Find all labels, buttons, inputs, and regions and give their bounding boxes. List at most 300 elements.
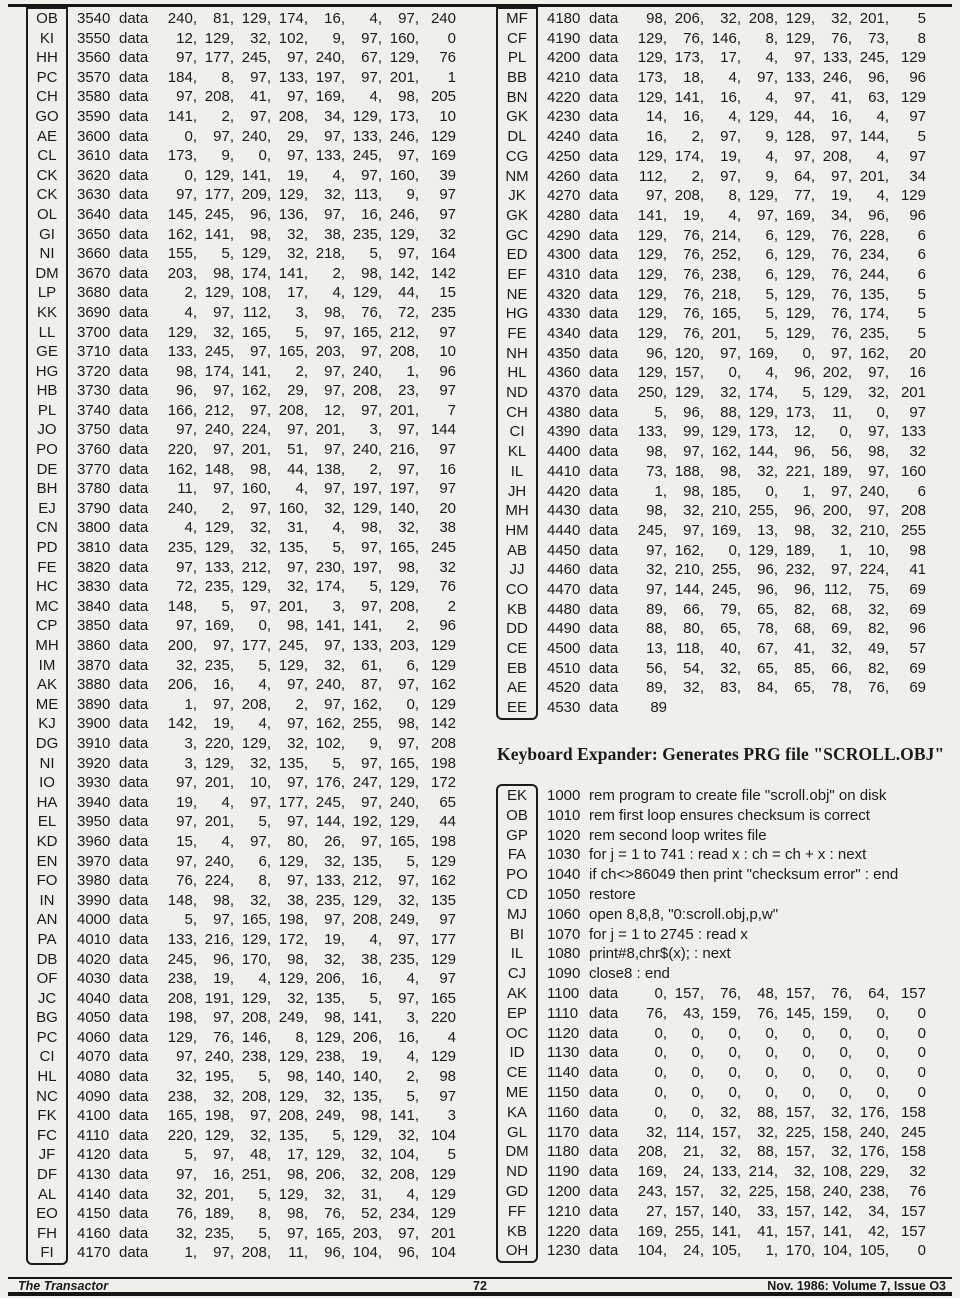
checksum-code: GK bbox=[506, 108, 528, 126]
data-value: 32, bbox=[720, 384, 741, 402]
checksum-code: EN bbox=[36, 852, 58, 870]
data-value: 98, bbox=[646, 10, 667, 27]
data-value: 97, bbox=[794, 147, 815, 165]
data-value: 75, bbox=[868, 580, 889, 598]
listing-line bbox=[77, 1087, 456, 1107]
data-value: 157, bbox=[785, 1202, 815, 1220]
data-value: 5, bbox=[406, 852, 419, 870]
checksum-code: NI bbox=[39, 245, 55, 263]
checksum-code: CE bbox=[506, 640, 528, 657]
data-keyword: data bbox=[589, 1024, 619, 1042]
data-value: 4, bbox=[876, 147, 889, 165]
data-value: 97, bbox=[250, 1107, 271, 1125]
data-value: 245, bbox=[711, 580, 741, 598]
data-value: 57 bbox=[909, 640, 926, 657]
data-value: 129, bbox=[241, 10, 271, 27]
data-value: 185, bbox=[711, 482, 741, 500]
line-number: 3720 bbox=[77, 362, 111, 380]
data-value: 201, bbox=[315, 421, 345, 439]
data-value: 97, bbox=[794, 49, 815, 67]
data-value: 141, bbox=[278, 264, 308, 282]
data-value: 206, bbox=[315, 970, 345, 988]
data-value: 0, bbox=[839, 423, 852, 441]
data-keyword: data bbox=[119, 852, 149, 870]
listing-line bbox=[547, 147, 926, 167]
data-value: 146, bbox=[241, 1028, 271, 1046]
line-number: 3950 bbox=[77, 813, 111, 831]
data-value: 19, bbox=[720, 147, 741, 165]
line-number: 4410 bbox=[547, 462, 581, 480]
data-value: 140, bbox=[711, 1202, 741, 1220]
data-value: 0, bbox=[728, 1044, 741, 1062]
data-value: 97, bbox=[361, 754, 382, 772]
data-value: 4, bbox=[406, 1185, 419, 1203]
data-value: 240, bbox=[167, 499, 197, 517]
data-value: 76, bbox=[831, 29, 852, 47]
line-number: 1060 bbox=[547, 905, 581, 923]
data-value: 2, bbox=[691, 128, 704, 146]
line-number: 4380 bbox=[547, 403, 581, 421]
data-value: 76, bbox=[831, 226, 852, 244]
line-number: 3810 bbox=[77, 539, 111, 557]
data-value: 0, bbox=[839, 1044, 852, 1062]
data-value: 198, bbox=[167, 1009, 197, 1027]
checksum-code: JC bbox=[37, 989, 57, 1007]
data-value: 97, bbox=[683, 521, 704, 539]
data-value: 240, bbox=[315, 676, 345, 694]
data-value: 129, bbox=[278, 1185, 308, 1203]
data-value: 245, bbox=[859, 49, 889, 67]
data-value: 142, bbox=[167, 715, 197, 733]
data-value: 29, bbox=[287, 382, 308, 400]
data-value: 197, bbox=[352, 480, 382, 498]
data-keyword: data bbox=[119, 1087, 149, 1105]
listing-line bbox=[547, 186, 926, 206]
data-value: 17, bbox=[287, 284, 308, 302]
data-value: 5, bbox=[369, 578, 382, 596]
data-value: 65, bbox=[757, 600, 778, 618]
data-value: 201, bbox=[859, 167, 889, 185]
listing-line bbox=[77, 636, 456, 656]
data-value: 81, bbox=[213, 10, 234, 27]
checksum-code: CI bbox=[509, 423, 525, 441]
data-value: 98, bbox=[361, 1107, 382, 1125]
data-value: 98, bbox=[287, 1205, 308, 1223]
data-value: 129, bbox=[204, 539, 234, 557]
data-value: 189, bbox=[822, 462, 852, 480]
data-value: 96 bbox=[909, 620, 926, 638]
data-value: 240, bbox=[241, 127, 271, 145]
data-value: 0, bbox=[765, 1044, 778, 1062]
data-keyword: data bbox=[589, 69, 619, 87]
line-number: 1040 bbox=[547, 866, 581, 884]
data-value: 4, bbox=[258, 715, 271, 733]
data-value: 170, bbox=[785, 1242, 815, 1260]
data-value: 76, bbox=[831, 285, 852, 303]
listing-line bbox=[547, 1103, 926, 1123]
line-number: 4040 bbox=[77, 989, 111, 1007]
checksum-code: EP bbox=[506, 1004, 527, 1022]
data-value: 20 bbox=[439, 499, 456, 517]
data-value: 97, bbox=[176, 852, 197, 870]
checksum-code: AK bbox=[506, 984, 527, 1002]
data-value: 129 bbox=[900, 49, 926, 67]
listing-line bbox=[547, 1142, 926, 1162]
data-value: 32, bbox=[868, 600, 889, 618]
checksum-code: CK bbox=[36, 166, 58, 184]
data-value: 140, bbox=[389, 499, 419, 517]
data-value: 112, bbox=[242, 303, 271, 321]
data-value: 97, bbox=[324, 637, 345, 654]
data-value: 229, bbox=[859, 1163, 889, 1181]
data-value: 97, bbox=[361, 832, 382, 850]
checksum-code: JJ bbox=[509, 561, 525, 579]
data-value: 129, bbox=[785, 265, 815, 283]
data-value: 24, bbox=[683, 1163, 704, 1181]
data-value: 189, bbox=[785, 541, 815, 559]
data-value: 32, bbox=[250, 519, 271, 537]
line-number: 3760 bbox=[77, 441, 111, 459]
checksum-code: FE bbox=[507, 325, 527, 342]
data-keyword: data bbox=[119, 1224, 149, 1242]
data-value: 144, bbox=[859, 128, 889, 146]
line-number: 3970 bbox=[77, 852, 111, 870]
data-value: 1, bbox=[184, 695, 197, 713]
data-value: 97, bbox=[213, 441, 234, 459]
listing-line bbox=[77, 440, 456, 460]
data-value: 76, bbox=[868, 679, 889, 697]
data-value: 8, bbox=[728, 187, 741, 205]
data-value: 5 bbox=[917, 305, 926, 323]
data-value: 133, bbox=[352, 127, 382, 145]
data-keyword: data bbox=[589, 659, 619, 677]
data-value: 162 bbox=[430, 872, 456, 890]
data-value: 133, bbox=[711, 1163, 741, 1181]
data-value: 141, bbox=[389, 1107, 419, 1125]
data-value: 142 bbox=[430, 264, 456, 282]
line-number: 4260 bbox=[547, 167, 581, 185]
data-value: 129, bbox=[748, 403, 778, 421]
data-value: 206, bbox=[167, 676, 197, 694]
checksum-code: ND bbox=[506, 384, 528, 402]
data-value: 235, bbox=[167, 539, 197, 557]
listing-line bbox=[77, 244, 456, 264]
listing-line bbox=[77, 518, 456, 538]
checksum-code: AN bbox=[36, 911, 58, 929]
data-value: 69 bbox=[909, 580, 926, 598]
data-value: 98, bbox=[398, 558, 419, 576]
data-value: 97 bbox=[909, 108, 926, 126]
data-value: 97, bbox=[794, 88, 815, 106]
section-heading-keyboard-expander: Keyboard Expander: Generates PRG file "SCROLL.OBJ" bbox=[497, 744, 945, 764]
data-value: 76, bbox=[324, 1205, 345, 1223]
data-value: 206, bbox=[315, 1166, 345, 1184]
data-value: 250, bbox=[637, 384, 667, 402]
line-number: 4270 bbox=[547, 187, 581, 205]
data-value: 135, bbox=[278, 539, 308, 557]
data-value: 97, bbox=[324, 127, 345, 145]
data-value: 235, bbox=[204, 1224, 234, 1242]
data-value: 201, bbox=[711, 325, 741, 342]
data-value: 208, bbox=[278, 1107, 308, 1125]
data-value: 162, bbox=[167, 460, 197, 478]
data-value: 98, bbox=[361, 264, 382, 282]
data-value: 133, bbox=[315, 872, 345, 890]
listing-line bbox=[77, 773, 456, 793]
listing-line bbox=[77, 714, 456, 734]
data-value: 235 bbox=[430, 303, 456, 321]
data-value: 10 bbox=[439, 107, 456, 125]
data-keyword: data bbox=[589, 384, 619, 402]
data-value: 16, bbox=[398, 1028, 419, 1046]
data-value: 214, bbox=[711, 226, 741, 244]
line-number: 4190 bbox=[547, 29, 581, 47]
data-value: 212, bbox=[389, 323, 419, 341]
line-number: 3750 bbox=[77, 421, 111, 439]
data-value: 8, bbox=[765, 29, 778, 47]
line-number: 3830 bbox=[77, 578, 111, 596]
line-number: 3620 bbox=[77, 166, 111, 184]
data-value: 165, bbox=[389, 832, 419, 850]
data-value: 97, bbox=[176, 774, 197, 792]
data-value: 129, bbox=[389, 225, 419, 243]
data-value: 141, bbox=[352, 617, 382, 635]
checksum-code: AL bbox=[37, 1185, 57, 1203]
data-value: 165, bbox=[389, 754, 419, 772]
data-value: 129, bbox=[389, 813, 419, 831]
data-value: 32, bbox=[831, 521, 852, 539]
data-keyword: data bbox=[589, 226, 619, 244]
data-value: 133, bbox=[352, 637, 382, 654]
checksum-code: FH bbox=[37, 1224, 57, 1242]
checksum-code: DL bbox=[507, 128, 527, 146]
line-number: 3680 bbox=[77, 284, 111, 302]
data-value: 4, bbox=[332, 166, 345, 184]
data-value: 216, bbox=[204, 930, 234, 948]
data-value: 141, bbox=[822, 1222, 852, 1240]
data-value: 67, bbox=[361, 49, 382, 67]
data-value: 0, bbox=[765, 482, 778, 500]
data-value: 0, bbox=[876, 1044, 889, 1062]
checksum-code: GC bbox=[505, 226, 529, 244]
data-value: 138, bbox=[315, 460, 345, 478]
data-value: 141, bbox=[711, 1222, 741, 1240]
listing-line bbox=[547, 678, 926, 698]
data-value: 5 bbox=[917, 128, 926, 146]
statement-text: for j = 1 to 2745 : read x bbox=[589, 925, 748, 943]
data-value: 32, bbox=[757, 1123, 778, 1141]
data-keyword: data bbox=[119, 793, 149, 811]
data-keyword: data bbox=[589, 344, 619, 362]
data-value: 97, bbox=[213, 1146, 234, 1164]
data-value: 148, bbox=[167, 891, 197, 909]
checksum-code: GI bbox=[39, 225, 55, 243]
data-value: 26, bbox=[324, 832, 345, 850]
data-value: 82, bbox=[868, 659, 889, 677]
data-value: 16, bbox=[646, 128, 667, 146]
line-number: 3540 bbox=[77, 10, 111, 27]
data-keyword: data bbox=[589, 147, 619, 165]
data-value: 19, bbox=[213, 970, 234, 988]
data-value: 32, bbox=[720, 1182, 741, 1200]
data-value: 8, bbox=[295, 1028, 308, 1046]
checksum-code: BG bbox=[36, 1009, 58, 1027]
data-value: 228, bbox=[859, 226, 889, 244]
checksum-code: CK bbox=[36, 186, 58, 204]
data-value: 9, bbox=[765, 128, 778, 146]
checksum-code: GD bbox=[505, 1182, 529, 1200]
data-keyword: data bbox=[589, 1083, 619, 1101]
line-number: 4450 bbox=[547, 541, 581, 559]
data-value: 98, bbox=[398, 88, 419, 106]
data-value: 32, bbox=[683, 679, 704, 697]
data-value: 165, bbox=[711, 305, 741, 323]
data-value: 5, bbox=[258, 656, 271, 674]
listing-line bbox=[77, 48, 456, 68]
data-value: 97, bbox=[287, 715, 308, 733]
data-value: 16, bbox=[361, 970, 382, 988]
data-value: 98, bbox=[287, 950, 308, 968]
data-value: 129, bbox=[637, 29, 667, 47]
data-value: 82, bbox=[868, 620, 889, 638]
data-value: 97, bbox=[361, 793, 382, 811]
line-number: 4480 bbox=[547, 600, 581, 618]
data-value: 129, bbox=[352, 107, 382, 125]
data-value: 129, bbox=[389, 578, 419, 596]
data-keyword: data bbox=[589, 1222, 619, 1240]
data-keyword: data bbox=[119, 1244, 149, 1262]
data-value: 0, bbox=[654, 1024, 667, 1042]
data-value: 235, bbox=[204, 656, 234, 674]
data-value: 16, bbox=[683, 108, 704, 126]
data-value: 98, bbox=[287, 1068, 308, 1086]
data-value: 245, bbox=[167, 950, 197, 968]
data-value: 129, bbox=[748, 108, 778, 126]
data-value: 135, bbox=[859, 285, 889, 303]
data-value: 249, bbox=[278, 1009, 308, 1027]
line-number: 1070 bbox=[547, 925, 581, 943]
data-value: 129, bbox=[637, 147, 667, 165]
data-value: 158 bbox=[900, 1103, 926, 1121]
data-value: 142, bbox=[822, 1202, 852, 1220]
data-value: 4, bbox=[258, 676, 271, 694]
line-number: 4150 bbox=[77, 1205, 111, 1223]
data-value: 97 bbox=[439, 205, 456, 223]
checksum-code: NM bbox=[505, 167, 529, 185]
line-number: 4510 bbox=[547, 659, 581, 677]
listing-line bbox=[547, 363, 926, 383]
line-number: 4200 bbox=[547, 49, 581, 67]
data-value: 240, bbox=[315, 49, 345, 67]
line-number: 4390 bbox=[547, 423, 581, 441]
data-value: 76, bbox=[683, 226, 704, 244]
data-keyword: data bbox=[589, 187, 619, 205]
listing-line bbox=[77, 362, 456, 382]
data-value: 169, bbox=[637, 1222, 667, 1240]
data-value: 135, bbox=[315, 989, 345, 1007]
data-value: 8 bbox=[917, 29, 926, 47]
data-value: 165, bbox=[389, 539, 419, 557]
line-number: 1130 bbox=[547, 1044, 580, 1062]
data-value: 240, bbox=[204, 1048, 234, 1066]
data-value: 97, bbox=[213, 127, 234, 145]
data-value: 246, bbox=[389, 127, 419, 145]
data-value: 216, bbox=[389, 441, 419, 459]
listing-line bbox=[547, 9, 926, 29]
data-keyword: data bbox=[119, 29, 149, 47]
checksum-code: NE bbox=[506, 285, 528, 303]
data-value: 208, bbox=[278, 401, 308, 419]
data-value: 141, bbox=[637, 206, 667, 224]
data-value: 96, bbox=[794, 580, 815, 598]
data-value: 0, bbox=[876, 403, 889, 421]
data-value: 97 bbox=[439, 441, 456, 459]
basic-data-lines bbox=[547, 7, 926, 718]
listing-line bbox=[77, 401, 456, 421]
data-value: 208, bbox=[389, 597, 419, 615]
checksum-code: HG bbox=[35, 362, 59, 380]
listing-line bbox=[77, 891, 456, 911]
line-number: 4070 bbox=[77, 1048, 111, 1066]
data-keyword: data bbox=[119, 656, 149, 674]
checksum-code: ME bbox=[505, 1083, 529, 1101]
data-value: 7 bbox=[447, 401, 456, 419]
data-value: 255 bbox=[900, 521, 926, 539]
data-value: 129 bbox=[430, 1185, 456, 1203]
data-value: 129 bbox=[430, 1205, 456, 1223]
data-value: 97, bbox=[324, 205, 345, 223]
line-number: 3690 bbox=[77, 303, 111, 321]
data-value: 218, bbox=[315, 245, 345, 263]
line-number: 3910 bbox=[77, 734, 111, 752]
line-number: 1110 bbox=[547, 1004, 579, 1022]
data-value: 2, bbox=[369, 460, 382, 478]
data-value: 97, bbox=[324, 382, 345, 400]
data-value: 208, bbox=[748, 10, 778, 27]
listing-line bbox=[547, 68, 926, 88]
data-value: 235, bbox=[859, 325, 889, 342]
listing-line bbox=[547, 1202, 926, 1222]
data-value: 98, bbox=[720, 462, 741, 480]
data-keyword: data bbox=[589, 1064, 619, 1082]
line-number: 4120 bbox=[77, 1146, 111, 1164]
data-value: 129, bbox=[278, 656, 308, 674]
line-number: 4460 bbox=[547, 561, 581, 579]
line-number: 1200 bbox=[547, 1182, 581, 1200]
data-value: 224, bbox=[204, 872, 234, 890]
data-value: 63, bbox=[868, 88, 889, 106]
line-number: 1010 bbox=[547, 806, 581, 824]
data-value: 3 bbox=[447, 1107, 456, 1125]
data-keyword: data bbox=[119, 1068, 149, 1086]
data-value: 145, bbox=[167, 205, 197, 223]
data-value: 76, bbox=[176, 872, 197, 890]
data-value: 1, bbox=[765, 1242, 778, 1260]
checksum-code: FA bbox=[507, 846, 527, 864]
checksum-code-column bbox=[496, 784, 538, 1263]
listing-line bbox=[77, 127, 456, 147]
data-value: 255, bbox=[674, 1222, 704, 1240]
data-value: 9, bbox=[332, 29, 345, 47]
data-keyword: data bbox=[119, 460, 149, 478]
data-value: 133, bbox=[315, 147, 345, 165]
data-value: 4, bbox=[369, 930, 382, 948]
data-value: 141, bbox=[241, 166, 271, 184]
data-value: 240, bbox=[822, 1182, 852, 1200]
listing-line bbox=[77, 950, 456, 970]
data-keyword: data bbox=[119, 499, 149, 517]
data-value: 0, bbox=[691, 1044, 704, 1062]
